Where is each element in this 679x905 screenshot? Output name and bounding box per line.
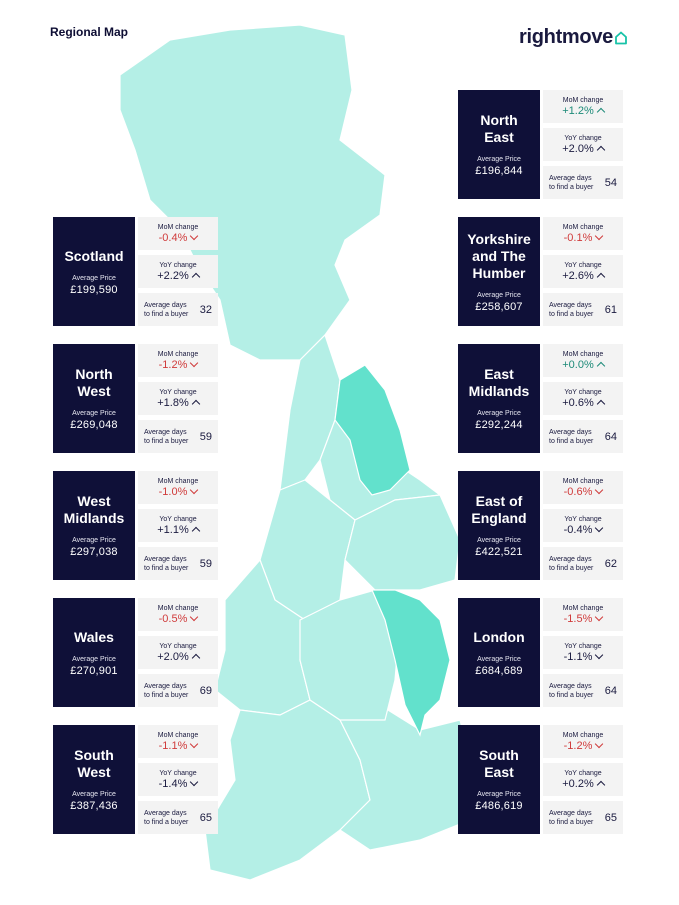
yoy-change-text: -0.4%	[563, 523, 593, 536]
mom-change-text: +0.0%	[562, 358, 594, 371]
mom-change-text: -0.1%	[563, 231, 593, 244]
average-price: £422,521	[475, 546, 523, 558]
region-stats	[138, 725, 218, 834]
days-to-sell-label: Average days to find a buyer	[549, 682, 594, 699]
mom-change-text: -0.6%	[563, 485, 593, 498]
average-price-label: Average Price	[72, 274, 116, 282]
chevron-up-icon	[192, 654, 200, 662]
yoy-change-box	[543, 255, 623, 288]
mom-change-value	[564, 232, 603, 244]
region-stats	[543, 598, 623, 707]
mom-change-text: -1.0%	[158, 485, 188, 498]
mom-change-box	[543, 90, 623, 123]
yoy-change-box	[543, 636, 623, 669]
region-stats	[543, 471, 623, 580]
days-to-sell-box	[543, 166, 623, 199]
yoy-change-box	[138, 255, 218, 288]
average-price: £269,048	[70, 419, 118, 431]
region-summary	[53, 725, 135, 834]
region-card	[458, 471, 623, 580]
average-price: £292,244	[475, 419, 523, 431]
yoy-change-label: YoY change	[564, 769, 602, 777]
yoy-change-text: +0.6%	[562, 396, 594, 409]
average-price-label: Average Price	[477, 791, 521, 798]
yoy-change-box	[138, 509, 218, 542]
region-name: Yorkshire and The Humber	[467, 230, 531, 281]
yoy-change-label: YoY change	[159, 642, 197, 650]
chevron-down-icon	[595, 613, 603, 621]
mom-change-label: MoM change	[157, 350, 199, 358]
average-price-label: Average Price	[72, 410, 116, 417]
yoy-change-label: YoY change	[159, 769, 197, 777]
days-to-sell-value: 61	[604, 303, 617, 316]
days-to-sell-value: 59	[199, 557, 212, 570]
chevron-down-icon	[595, 524, 603, 532]
region-name: North West	[75, 366, 113, 399]
mom-change-value	[159, 232, 198, 244]
days-to-sell-box	[138, 293, 218, 326]
mom-change-label: MoM change	[157, 731, 199, 739]
average-price-label: Average Price	[477, 291, 521, 299]
days-to-sell-label: Average days to find a buyer	[549, 555, 594, 572]
region-summary	[458, 598, 540, 707]
mom-change-box	[543, 725, 623, 758]
mom-change-label: MoM change	[157, 223, 199, 231]
yoy-change-box	[543, 382, 623, 415]
mom-change-label: MoM change	[157, 604, 199, 612]
chevron-down-icon	[190, 486, 198, 494]
average-price-label: Average Price	[477, 156, 521, 163]
yoy-change-text: +1.1%	[157, 523, 189, 536]
yoy-change-value	[564, 524, 603, 536]
mom-change-text: -0.5%	[158, 612, 188, 625]
average-price: £199,590	[70, 283, 118, 296]
days-to-sell-label: Average days to find a buyer	[144, 555, 189, 572]
mom-change-box	[138, 217, 218, 250]
chevron-down-icon	[190, 740, 198, 748]
days-to-sell-value: 65	[199, 811, 212, 824]
yoy-change-value	[159, 778, 198, 790]
chevron-up-icon	[597, 400, 605, 408]
days-to-sell-label: Average days to find a buyer	[144, 682, 189, 699]
yoy-change-label: YoY change	[159, 515, 197, 523]
mom-change-value	[159, 359, 198, 371]
yoy-change-box	[138, 763, 218, 796]
region-stats	[138, 471, 218, 580]
region-stats	[543, 725, 623, 834]
mom-change-value	[159, 740, 198, 752]
region-stats	[543, 217, 623, 326]
chevron-down-icon	[595, 486, 603, 494]
chevron-up-icon	[597, 146, 605, 154]
mom-change-text: -1.1%	[158, 739, 188, 752]
region-name: North East	[480, 112, 518, 145]
mom-change-box	[138, 471, 218, 504]
region-name: South East	[479, 747, 519, 780]
average-price: £684,689	[475, 664, 523, 677]
yoy-change-text: +2.0%	[562, 142, 594, 155]
yoy-change-value	[562, 270, 604, 282]
region-card	[458, 344, 623, 453]
days-to-sell-box	[543, 674, 623, 707]
mom-change-label: MoM change	[562, 731, 604, 739]
chevron-down-icon	[595, 740, 603, 748]
chevron-up-icon	[597, 362, 605, 370]
yoy-change-value	[157, 524, 199, 536]
yoy-change-box	[543, 509, 623, 542]
mom-change-box	[138, 598, 218, 631]
region-name: West Midlands	[63, 493, 125, 526]
mom-change-value	[562, 359, 604, 371]
average-price: £258,607	[475, 300, 523, 313]
average-price: £486,619	[475, 800, 523, 812]
average-price: £387,436	[70, 800, 118, 812]
mom-change-text: -0.4%	[158, 231, 188, 244]
region-card	[53, 725, 218, 834]
region-summary	[458, 217, 540, 326]
region-summary	[458, 471, 540, 580]
chevron-down-icon	[190, 232, 198, 240]
average-price-label: Average Price	[72, 791, 116, 798]
region-summary	[53, 217, 135, 326]
days-to-sell-label: Average days to find a buyer	[144, 428, 189, 445]
mom-change-text: -1.5%	[563, 612, 593, 625]
yoy-change-label: YoY change	[564, 515, 602, 523]
days-to-sell-value: 32	[199, 303, 212, 316]
yoy-change-value	[562, 143, 604, 155]
chevron-down-icon	[190, 359, 198, 367]
days-to-sell-value: 62	[604, 557, 617, 570]
yoy-change-value	[562, 778, 604, 790]
yoy-change-text: -1.4%	[158, 777, 188, 790]
days-to-sell-box	[138, 547, 218, 580]
average-price: £196,844	[475, 165, 523, 177]
mom-change-label: MoM change	[562, 96, 604, 104]
chevron-down-icon	[595, 651, 603, 659]
yoy-change-box	[543, 763, 623, 796]
yoy-change-text: +0.2%	[562, 777, 594, 790]
mom-change-value	[564, 486, 603, 498]
average-price-label: Average Price	[72, 655, 116, 663]
yoy-change-label: YoY change	[564, 134, 602, 142]
region-card	[458, 725, 623, 834]
yoy-change-text: -1.1%	[563, 650, 593, 663]
average-price: £270,901	[70, 664, 118, 677]
logo-text: rightmove	[519, 26, 613, 48]
yoy-change-label: YoY change	[159, 261, 197, 269]
region-name: Scotland	[64, 247, 124, 264]
region-summary	[53, 471, 135, 580]
average-price-label: Average Price	[477, 410, 521, 417]
rightmove-logo[interactable]	[519, 26, 627, 49]
mom-change-label: MoM change	[562, 350, 604, 358]
chevron-up-icon	[597, 108, 605, 116]
days-to-sell-box	[543, 420, 623, 453]
region-summary	[458, 90, 540, 199]
days-to-sell-box	[543, 547, 623, 580]
yoy-change-text: +2.2%	[157, 269, 189, 282]
days-to-sell-box	[543, 801, 623, 834]
mom-change-value	[562, 105, 604, 117]
mom-change-text: -1.2%	[563, 739, 593, 752]
mom-change-value	[159, 486, 198, 498]
yoy-change-label: YoY change	[159, 388, 197, 396]
mom-change-box	[138, 725, 218, 758]
chevron-up-icon	[597, 781, 605, 789]
mom-change-label: MoM change	[157, 477, 199, 485]
region-card	[53, 217, 218, 326]
days-to-sell-box	[138, 674, 218, 707]
yoy-change-value	[157, 270, 199, 282]
region-stats	[138, 217, 218, 326]
mom-change-label: MoM change	[562, 223, 604, 231]
days-to-sell-box	[138, 801, 218, 834]
region-card	[458, 598, 623, 707]
region-name: London	[473, 628, 525, 645]
chevron-up-icon	[192, 273, 200, 281]
region-summary	[53, 344, 135, 453]
region-card	[458, 217, 623, 326]
average-price-label: Average Price	[72, 537, 116, 544]
region-name: East of England	[471, 493, 527, 526]
yoy-change-value	[157, 651, 199, 663]
days-to-sell-box	[543, 293, 623, 326]
yoy-change-text: +2.6%	[562, 269, 594, 282]
yoy-change-box	[543, 128, 623, 161]
days-to-sell-value: 54	[604, 176, 617, 189]
region-card	[53, 344, 218, 453]
days-to-sell-label: Average days to find a buyer	[549, 809, 594, 826]
yoy-change-value	[564, 651, 603, 663]
yoy-change-box	[138, 636, 218, 669]
mom-change-box	[543, 598, 623, 631]
days-to-sell-value: 59	[199, 430, 212, 443]
region-stats	[138, 344, 218, 453]
average-price: £297,038	[70, 546, 118, 558]
yoy-change-label: YoY change	[564, 261, 602, 269]
chevron-down-icon	[190, 613, 198, 621]
mom-change-box	[543, 344, 623, 377]
days-to-sell-label: Average days to find a buyer	[144, 809, 189, 826]
days-to-sell-label: Average days to find a buyer	[144, 301, 189, 318]
mom-change-label: MoM change	[562, 477, 604, 485]
yoy-change-value	[157, 397, 199, 409]
region-stats	[138, 598, 218, 707]
yoy-change-value	[562, 397, 604, 409]
days-to-sell-label: Average days to find a buyer	[549, 301, 594, 318]
chevron-up-icon	[192, 400, 200, 408]
average-price-label: Average Price	[477, 655, 521, 663]
yoy-change-text: +2.0%	[157, 650, 189, 663]
house-icon	[615, 31, 627, 45]
mom-change-box	[138, 344, 218, 377]
yoy-change-box	[138, 382, 218, 415]
region-summary	[458, 725, 540, 834]
region-card	[53, 471, 218, 580]
chevron-up-icon	[192, 527, 200, 535]
mom-change-box	[543, 471, 623, 504]
days-to-sell-value: 65	[604, 811, 617, 824]
mom-change-label: MoM change	[562, 604, 604, 612]
yoy-change-text: +1.8%	[157, 396, 189, 409]
mom-change-value	[564, 740, 603, 752]
mom-change-value	[159, 613, 198, 625]
mom-change-box	[543, 217, 623, 250]
mom-change-value	[564, 613, 603, 625]
mom-change-text: +1.2%	[562, 104, 594, 117]
average-price-label: Average Price	[477, 537, 521, 544]
region-summary	[458, 344, 540, 453]
mom-change-text: -1.2%	[158, 358, 188, 371]
chevron-down-icon	[595, 232, 603, 240]
region-name: South West	[74, 747, 114, 780]
region-stats	[543, 344, 623, 453]
chevron-up-icon	[597, 273, 605, 281]
days-to-sell-value: 64	[604, 684, 617, 697]
region-summary	[53, 598, 135, 707]
chevron-down-icon	[190, 778, 198, 786]
days-to-sell-box	[138, 420, 218, 453]
region-name: East Midlands	[468, 366, 530, 399]
days-to-sell-label: Average days to find a buyer	[549, 428, 594, 445]
days-to-sell-label: Average days to find a buyer	[549, 174, 594, 191]
region-card	[458, 90, 623, 199]
region-name: Wales	[74, 628, 114, 645]
region-stats	[543, 90, 623, 199]
yoy-change-label: YoY change	[564, 642, 602, 650]
region-card	[53, 598, 218, 707]
yoy-change-label: YoY change	[564, 388, 602, 396]
page-title: Regional Map	[50, 25, 129, 39]
days-to-sell-value: 69	[199, 684, 212, 697]
days-to-sell-value: 64	[604, 430, 617, 443]
